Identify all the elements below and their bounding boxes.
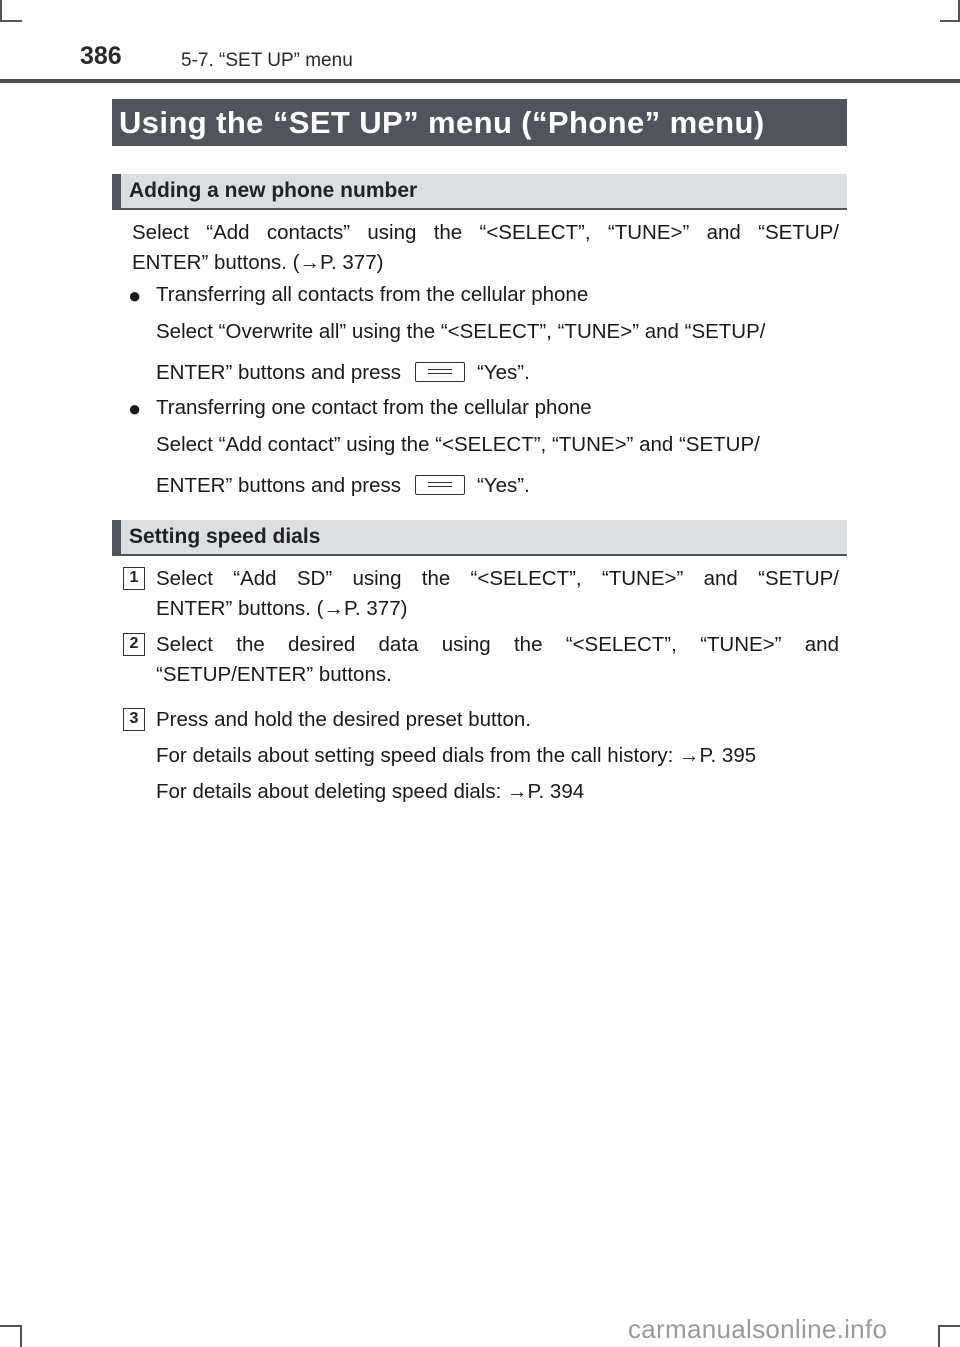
transfer-all-line-1: Select “Overwrite all” using the “<SELECT”, “TUNE>” and “SETUP/: [156, 320, 766, 343]
transfer-one-line-2-text: ENTER” buttons and press: [156, 474, 401, 497]
step-2-line-1: Select the desired data using the “<SELECT”, “TUNE>” and: [156, 633, 839, 656]
phone-button-icon: [415, 475, 465, 495]
step-number-2: 2: [123, 633, 145, 656]
transfer-one-heading: Transferring one contact from the cellular phone: [156, 396, 592, 419]
intro-line-2: ENTER” buttons. (→P. 377): [132, 251, 384, 274]
subheading-add-number: Adding a new phone number: [112, 174, 847, 210]
step-3-line-1: Press and hold the desired preset button.: [156, 708, 531, 731]
transfer-one-line-1: Select “Add contact” using the “<SELECT”, “TUNE>” and “SETUP/: [156, 433, 760, 456]
crop-mark: [0, 20, 22, 22]
step-1-line-1: Select “Add SD” using the “<SELECT”, “TUNE>” and “SETUP/: [156, 567, 839, 590]
section-title: 5-7. “SET UP” menu: [181, 50, 353, 71]
phone-button-icon: [415, 362, 465, 382]
step-1-line-2: ENTER” buttons. (→P. 377): [156, 597, 408, 620]
header-divider: [0, 79, 960, 83]
crop-mark: [0, 0, 2, 22]
transfer-one-line-2: [156, 471, 530, 501]
yes-text: “Yes”.: [476, 474, 530, 497]
crop-mark: [940, 20, 960, 22]
step-number-1: 1: [123, 567, 145, 590]
crop-mark: [0, 1325, 22, 1327]
crop-mark: [938, 1325, 940, 1347]
crop-mark: [20, 1325, 22, 1347]
note-deleting-speed-dials: For details about deleting speed dials: →P. 394: [156, 780, 585, 803]
transfer-all-heading: Transferring all contacts from the cellular phone: [156, 283, 589, 306]
crop-mark: [938, 1325, 960, 1327]
intro-line-1: Select “Add contacts” using the “<SELECT”, “TUNE>” and “SETUP/: [132, 221, 839, 244]
transfer-all-line-2: [156, 358, 530, 388]
bullet-icon: ●: [128, 396, 142, 421]
step-number-3: 3: [123, 708, 145, 731]
bullet-icon: ●: [128, 283, 142, 308]
note-call-history: For details about setting speed dials from the call history: →P. 395: [156, 744, 757, 767]
transfer-all-line-2-text: ENTER” buttons and press: [156, 361, 401, 384]
step-2-line-2: “SETUP/ENTER” buttons.: [156, 663, 392, 686]
yes-text: “Yes”.: [476, 361, 530, 384]
page-title: Using the “SET UP” menu (“Phone” menu): [112, 99, 847, 146]
watermark: carmanualsonline.info: [628, 1314, 888, 1344]
subheading-speed-dials: Setting speed dials: [112, 520, 847, 556]
page-number: 386: [80, 42, 122, 70]
